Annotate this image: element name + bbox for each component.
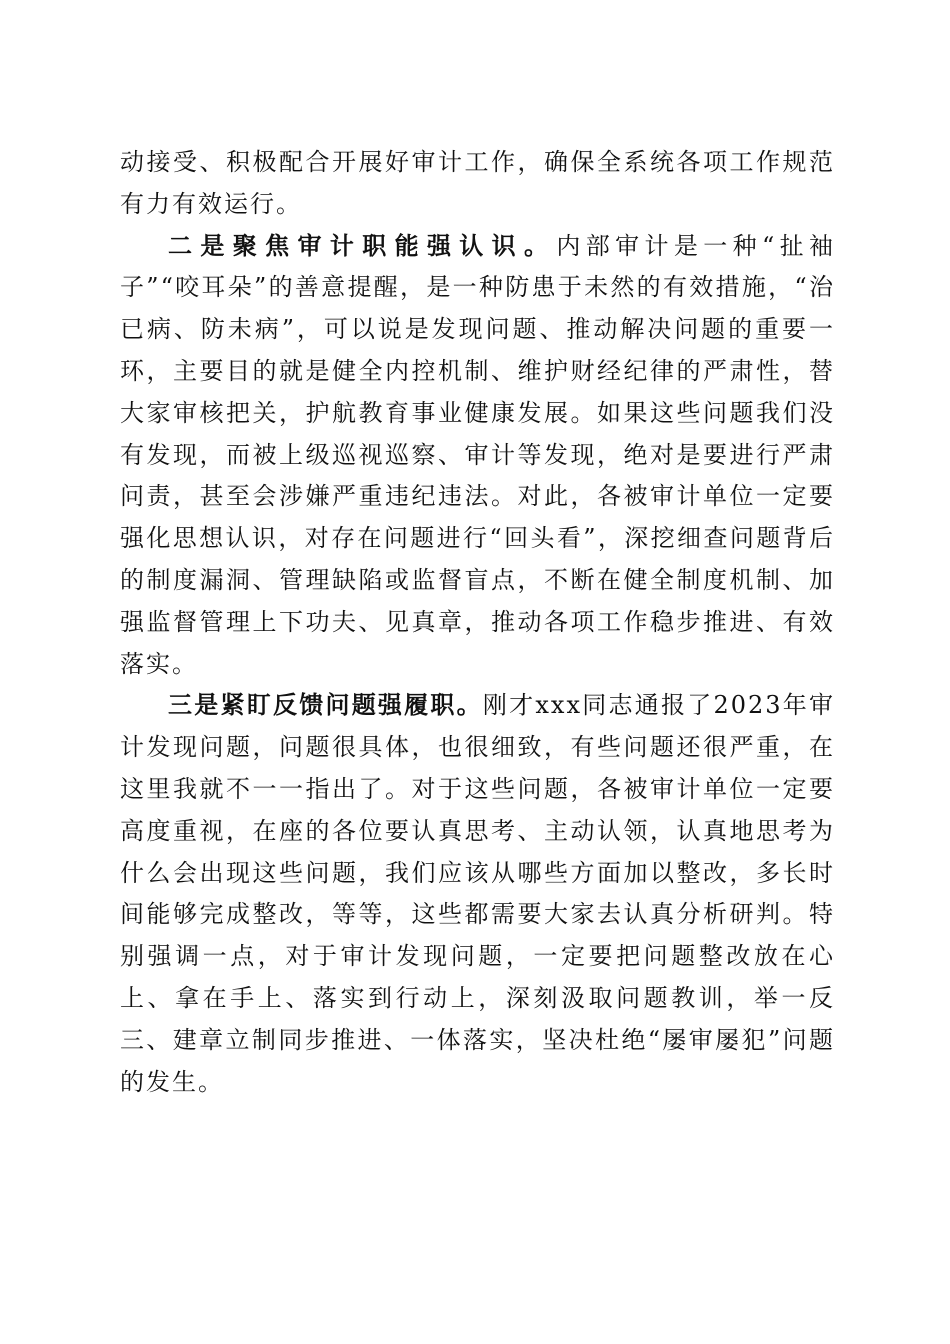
paragraph-text: 动接受、积极配合开展好审计工作，确保全系统各项工作规范有力有效运行。 [120, 148, 835, 218]
paragraph-heading: 三是紧盯反馈问题强履职。 [168, 691, 483, 720]
paragraph-heading: 二是聚焦审计职能强认识。 [168, 231, 557, 260]
paragraph-audit-function [120, 226, 835, 686]
document-body [120, 142, 835, 1103]
paragraph-feedback-issues [120, 685, 835, 1103]
paragraph-text: 刚才xxx同志通报了2023年审计发现问题，问题很具体，也很细致，有些问题还很严重，在这里我就不一一指出了。对于这些问题，各被审计单位一定要高度重视，在座的各位要认真思考、主动认领，认真地思考为什么会出现这些问题，我们应该从哪些方面加以整改，多长时间能够完成整改，等等，这些都需要大家去认真分析研判。特别强调一点，对于审计发现问题，一定要把问题整改放在心上、拿在手上、落实到行动上，深刻汲取问题教训，举一反三、建章立制同步推进、一体落实，坚决杜绝“屡审屡犯”问题的发生。 [120, 691, 836, 1096]
paragraph-continuation [120, 142, 835, 226]
paragraph-text: 内部审计是一种“扯袖子”“咬耳朵”的善意提醒，是一种防患于未然的有效措施，“治已病、防未病”，可以说是发现问题、推动解决问题的重要一环，主要目的就是健全内控机制、维护财经纪律的严肃性，替大家审核把关，护航教育事业健康发展。如果这些问题我们没有发现，而被上级巡视巡察、审计等发现，绝对是要进行严肃问责，甚至会涉嫌严重违纪违法。对此，各被审计单位一定要强化思想认识，对存在问题进行“回头看”，深挖细查问题背后的制度漏洞、管理缺陷或监督盲点，不断在健全制度机制、加强监督管理上下功夫、见真章，推动各项工作稳步推进、有效落实。 [120, 231, 835, 678]
